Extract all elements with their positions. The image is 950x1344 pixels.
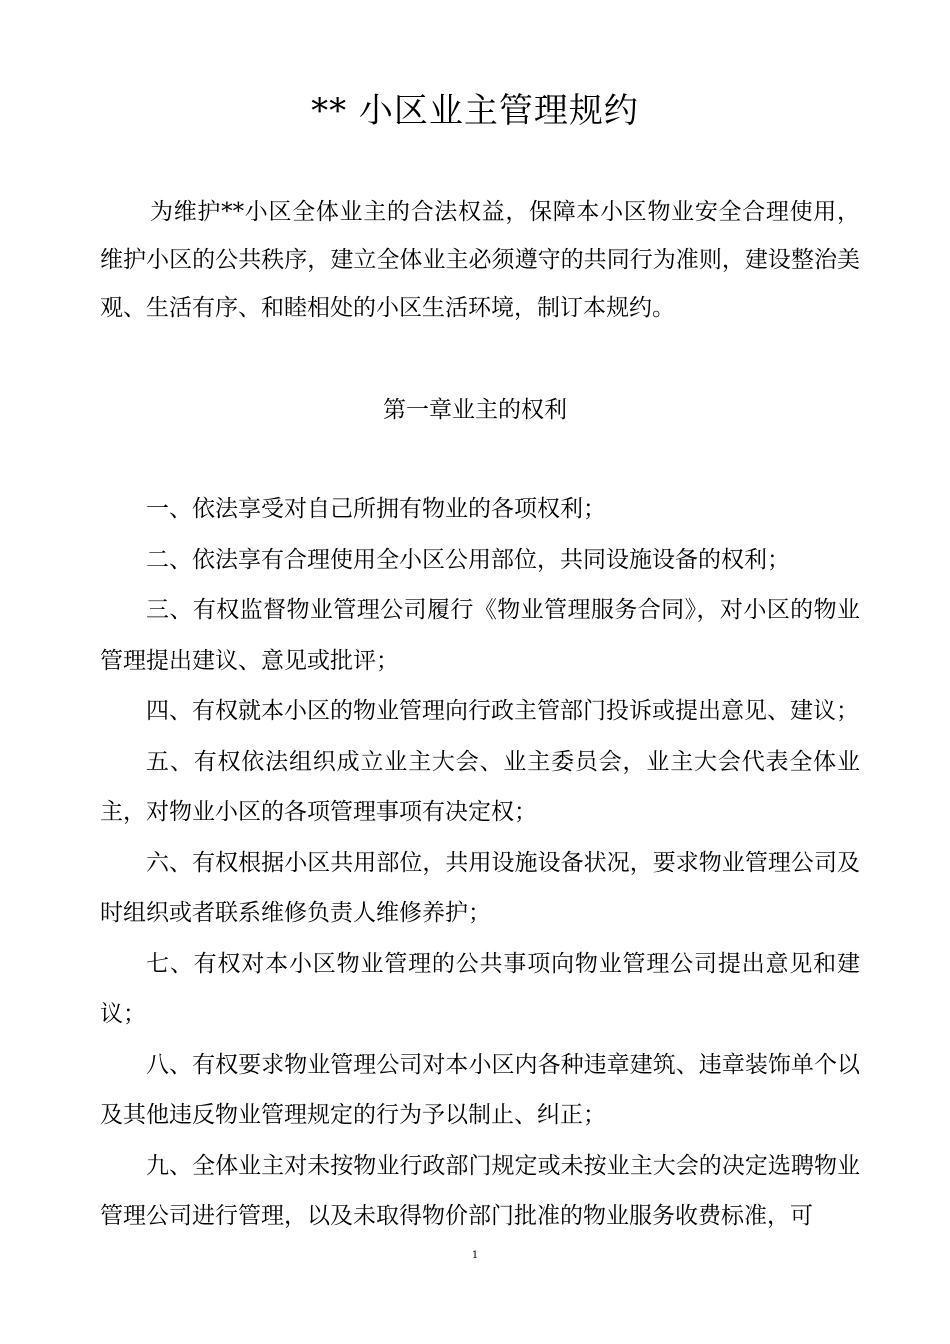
rights-item-9: 九、全体业主对未按物业行政部门规定或未按业主大会的决定选聘物业管理公司进行管理，以及未取得物价部门批准的物业服务收费标准，可 <box>100 1152 860 1229</box>
document-title: ** 小区业主管理规约 <box>311 91 639 131</box>
rights-item-8: 八、有权要求物业管理公司对本小区内各种违章建筑、违章装饰单个以及其他违反物业管理规定的行为予以制止、纠正； <box>100 1051 860 1128</box>
rights-item-2: 二、依法享有合理使用全小区公用部位，共同设施设备的权利； <box>146 546 790 573</box>
rights-item-5: 五、有权依法组织成立业主大会、业主委员会，业主大会代表全体业主，对物业小区的各项管理事项有决定权； <box>100 748 860 825</box>
rights-item-7: 七、有权对本小区物业管理的公共事项向物业管理公司提出意见和建议； <box>100 950 860 1027</box>
rights-item-3: 三、有权监督物业管理公司履行《物业管理服务合同》，对小区的物业管理提出建议、意见或批评； <box>100 597 860 674</box>
rights-item-6: 六、有权根据小区共用部位，共用设施设备状况，要求物业管理公司及时组织或者联系维修负责人维修养护； <box>100 849 860 926</box>
rights-item-4: 四、有权就本小区的物业管理向行政主管部门投诉或提出意见、建议； <box>146 698 859 724</box>
chapter-title: 第一章业主的权利 <box>383 397 567 423</box>
intro-paragraph: 为维护**小区全体业主的合法权益，保障本小区物业安全合理使用，维护小区的公共秩序，建立全体业主必须遵守的共同行为准则，建设整治美观、生活有序、和睦相处的小区生活环境，制订本规约。 <box>100 199 860 321</box>
rights-list <box>100 484 860 1242</box>
page-number: 1 <box>471 1250 479 1261</box>
rights-item-1: 一、依法享受对自己所拥有物业的各项权利； <box>146 496 606 522</box>
